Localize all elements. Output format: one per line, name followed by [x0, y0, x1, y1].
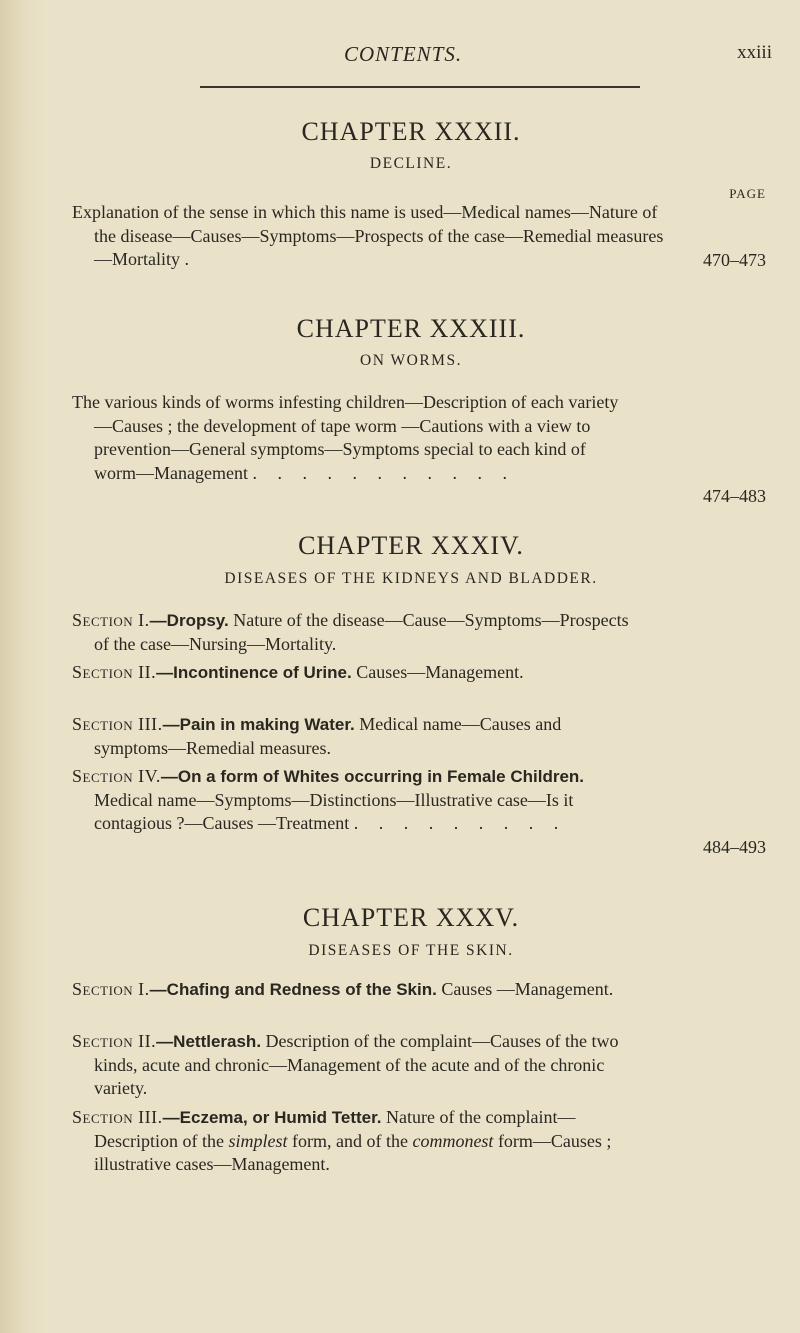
chapter-34-section-1 — [72, 609, 632, 656]
chapter-34-title: CHAPTER XXXIV. — [298, 531, 524, 560]
section-heading: —Eczema, or Humid Tetter. — [162, 1108, 382, 1127]
section-text: form—Causes ; illustrative cases—Management. — [94, 1130, 612, 1174]
chapter-35-section-3 — [72, 1106, 632, 1177]
section-heading: —Chafing and Redness of the Skin. — [149, 980, 437, 999]
section-label: Section II. — [72, 662, 157, 682]
section-heading: —On a form of Whites occurring in Female Children. — [160, 767, 585, 786]
section-text: Nature of the complaint—Description of the — [94, 1107, 576, 1151]
running-header — [0, 42, 800, 72]
chapter-33-text: The various kinds of worms infesting children—Description of each variety—Causes ; the development of tape worm —Cautions with a view to prevention—General symptoms—Symptoms special to each kind of worm—Management — [72, 392, 619, 483]
chapter-32-subtitle: DECLINE. — [369, 155, 453, 172]
chapter-35-subtitle: DISEASES OF THE SKIN. — [308, 942, 514, 959]
chapter-32-pages: 470–473 — [703, 250, 766, 270]
chapter-33-title: CHAPTER XXXIII. — [296, 314, 526, 343]
section-text: Causes—Management. — [351, 662, 524, 682]
chapter-33-leader: . . . . . . . . . . . — [252, 462, 515, 483]
section-heading: —Incontinence of Urine. — [156, 663, 352, 682]
section-label: Section III. — [72, 1107, 163, 1127]
section-label: Section IV. — [72, 766, 161, 786]
chapter-34-section-3 — [72, 713, 632, 760]
section-text: form, and of the — [287, 1130, 413, 1151]
section-text: Medical name—Symptoms—Distinctions—Illustrative case—Is it contagious ?—Causes —Treatment — [94, 789, 574, 833]
section-text: Causes —Management. — [436, 979, 614, 999]
chapter-35-title: CHAPTER XXXV. — [302, 903, 520, 932]
section-text: Nature of the disease—Cause—Symptoms—Prospects of the case—Nursing—Mortality. — [94, 610, 629, 654]
page-column-label: PAGE — [729, 186, 766, 201]
page-gutter-shadow — [0, 0, 46, 1333]
chapter-34-pages: 484–493 — [703, 837, 766, 857]
section-text: Medical name—Causes and symptoms—Remedial measures. — [94, 714, 562, 758]
section-label: Section I. — [72, 610, 150, 630]
header-rule — [200, 86, 640, 88]
chapter-34-subtitle: DISEASES OF THE KIDNEYS AND BLADDER. — [224, 570, 598, 587]
section-text-italic: commonest — [412, 1130, 494, 1151]
running-title: CONTENTS. — [344, 42, 463, 66]
section-label: Section III. — [72, 714, 163, 734]
section-label: Section I. — [72, 979, 150, 999]
section-heading: —Pain in making Water. — [162, 715, 355, 734]
chapter-35-section-1 — [72, 978, 632, 1002]
chapter-32-contents: Explanation of the sense in which this name is used—Medical names—Nature of the disease—Causes—Symptoms—Prospects of the case—Remedial measures—Mortality . — [72, 202, 664, 269]
chapter-33-subtitle: ON WORMS. — [360, 352, 462, 369]
page-number: xxiii — [737, 42, 772, 63]
chapter-34-section-2 — [72, 661, 632, 685]
section-text: Description of the complaint—Causes of the two kinds, acute and chronic—Management of the acute and of the chronic variety. — [94, 1031, 619, 1098]
section-heading: —Dropsy. — [149, 611, 229, 630]
section-heading: —Nettlerash. — [156, 1032, 262, 1051]
section-leader: . . . . . . . . . — [353, 813, 567, 833]
chapter-33-contents — [72, 391, 632, 485]
section-text-italic: simplest — [228, 1130, 288, 1151]
chapter-33-pages: 474–483 — [703, 486, 766, 506]
chapter-32-title: CHAPTER XXXII. — [301, 117, 521, 146]
chapter-34-section-4 — [72, 765, 632, 836]
section-label: Section II. — [72, 1031, 157, 1051]
chapter-35-section-2 — [72, 1030, 632, 1101]
